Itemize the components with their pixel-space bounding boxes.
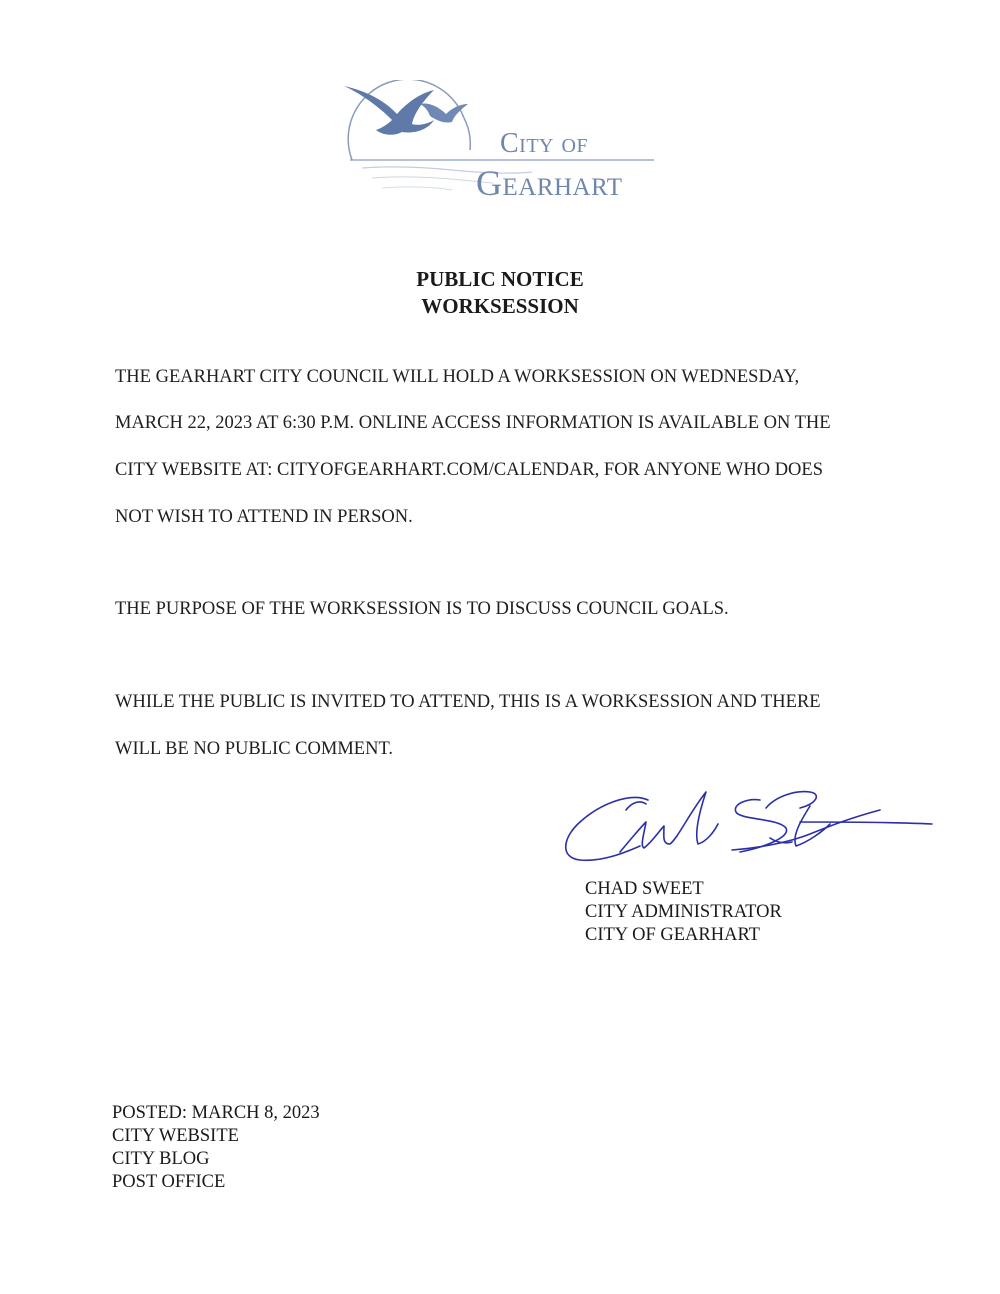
signatory-title: CITY ADMINISTRATOR — [585, 902, 782, 922]
paragraph-2-line-1: THE PURPOSE OF THE WORKSESSION IS TO DISCUSS COUNCIL GOALS. — [115, 599, 729, 619]
logo-text-city-of: City of — [500, 128, 589, 159]
logo-text-gearhart: Gearhart — [476, 163, 623, 203]
signatory-org: CITY OF GEARHART — [585, 925, 760, 945]
paragraph-3-line-1: WHILE THE PUBLIC IS INVITED TO ATTEND, THIS IS A WORKSESSION AND THERE — [115, 692, 821, 712]
paragraph-1-line-1: THE GEARHART CITY COUNCIL WILL HOLD A WORKSESSION ON WEDNESDAY, — [115, 367, 800, 387]
handwritten-signature — [560, 782, 940, 877]
city-logo — [342, 80, 662, 205]
signature-icon — [560, 782, 940, 872]
notice-title: PUBLIC NOTICE — [416, 267, 584, 291]
paragraph-1-line-4: NOT WISH TO ATTEND IN PERSON. — [115, 507, 413, 527]
paragraph-1-line-2: MARCH 22, 2023 AT 6:30 P.M. ONLINE ACCESS INFORMATION IS AVAILABLE ON THE — [115, 413, 831, 433]
signatory-name: CHAD SWEET — [585, 879, 704, 899]
posted-location-blog: CITY BLOG — [112, 1149, 210, 1169]
paragraph-1-line-3: CITY WEBSITE AT: CITYOFGEARHART.COM/CALENDAR, FOR ANYONE WHO DOES — [115, 460, 824, 480]
paragraph-3-line-2: WILL BE NO PUBLIC COMMENT. — [115, 739, 393, 759]
notice-subtitle: WORKSESSION — [421, 294, 579, 318]
posted-location-website: CITY WEBSITE — [112, 1126, 239, 1146]
posted-location-post-office: POST OFFICE — [112, 1172, 226, 1192]
posted-date: POSTED: MARCH 8, 2023 — [112, 1103, 320, 1123]
